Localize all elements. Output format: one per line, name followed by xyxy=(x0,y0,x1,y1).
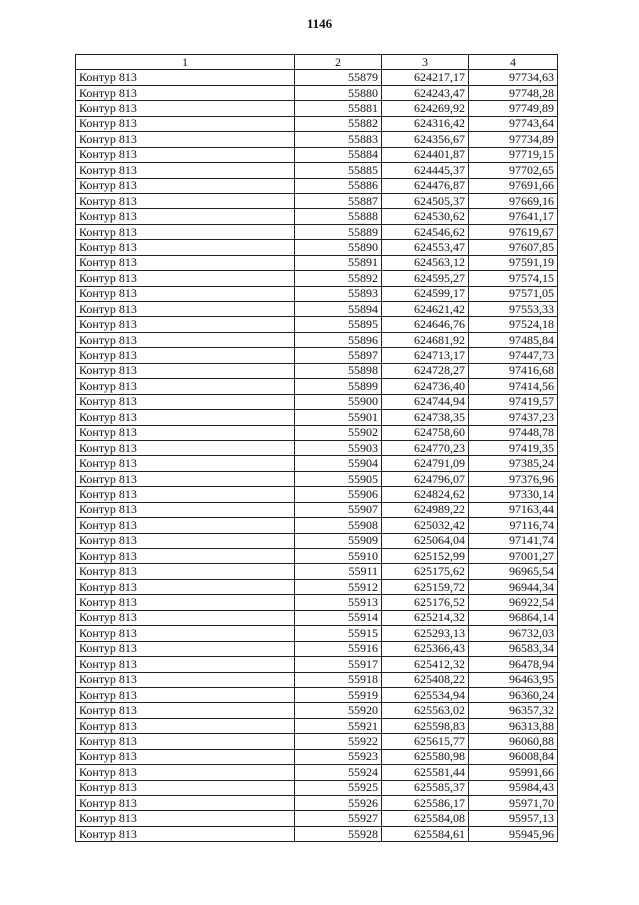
table-row xyxy=(76,471,558,486)
cell-contour: Контур 813 xyxy=(76,487,295,502)
table-row xyxy=(76,163,558,178)
cell-point-number: 55889 xyxy=(295,224,382,239)
cell-x-coordinate: 625032,42 xyxy=(382,518,469,533)
cell-y-coordinate: 97376,96 xyxy=(469,471,558,486)
cell-contour: Контур 813 xyxy=(76,595,295,610)
cell-x-coordinate: 625366,43 xyxy=(382,641,469,656)
table-row xyxy=(76,394,558,409)
cell-point-number: 55896 xyxy=(295,332,382,347)
cell-y-coordinate: 96965,54 xyxy=(469,564,558,579)
cell-contour: Контур 813 xyxy=(76,502,295,517)
cell-x-coordinate: 624530,62 xyxy=(382,209,469,224)
cell-y-coordinate: 97163,44 xyxy=(469,502,558,517)
table-row xyxy=(76,116,558,131)
cell-y-coordinate: 97141,74 xyxy=(469,533,558,548)
table-row xyxy=(76,410,558,425)
cell-y-coordinate: 96922,54 xyxy=(469,595,558,610)
cell-x-coordinate: 624989,22 xyxy=(382,502,469,517)
cell-point-number: 55906 xyxy=(295,487,382,502)
cell-point-number: 55924 xyxy=(295,765,382,780)
cell-y-coordinate: 97437,23 xyxy=(469,410,558,425)
cell-x-coordinate: 624546,62 xyxy=(382,224,469,239)
cell-x-coordinate: 625408,22 xyxy=(382,672,469,687)
cell-point-number: 55921 xyxy=(295,718,382,733)
cell-point-number: 55928 xyxy=(295,826,382,841)
cell-x-coordinate: 625584,08 xyxy=(382,811,469,826)
cell-y-coordinate: 97524,18 xyxy=(469,317,558,332)
cell-point-number: 55886 xyxy=(295,178,382,193)
table-row xyxy=(76,85,558,100)
table-row xyxy=(76,487,558,502)
cell-y-coordinate: 95945,96 xyxy=(469,826,558,841)
cell-contour: Контур 813 xyxy=(76,533,295,548)
cell-contour: Контур 813 xyxy=(76,703,295,718)
cell-x-coordinate: 624243,47 xyxy=(382,85,469,100)
cell-contour: Контур 813 xyxy=(76,796,295,811)
cell-contour: Контур 813 xyxy=(76,718,295,733)
table-row xyxy=(76,796,558,811)
table-row xyxy=(76,687,558,702)
cell-point-number: 55894 xyxy=(295,302,382,317)
cell-y-coordinate: 96864,14 xyxy=(469,610,558,625)
page-number: 1146 xyxy=(306,16,333,31)
cell-x-coordinate: 624445,37 xyxy=(382,163,469,178)
cell-x-coordinate: 624563,12 xyxy=(382,255,469,270)
table-row xyxy=(76,317,558,332)
cell-y-coordinate: 96583,34 xyxy=(469,641,558,656)
table-row xyxy=(76,147,558,162)
cell-y-coordinate: 97719,15 xyxy=(469,147,558,162)
table-row xyxy=(76,224,558,239)
cell-contour: Контур 813 xyxy=(76,348,295,363)
cell-y-coordinate: 96313,88 xyxy=(469,718,558,733)
table-row xyxy=(76,440,558,455)
cell-contour: Контур 813 xyxy=(76,132,295,147)
table-row xyxy=(76,610,558,625)
coordinates-table xyxy=(75,54,558,842)
cell-y-coordinate: 97419,35 xyxy=(469,440,558,455)
cell-x-coordinate: 624770,23 xyxy=(382,440,469,455)
cell-y-coordinate: 97447,73 xyxy=(469,348,558,363)
table-row xyxy=(76,286,558,301)
cell-x-coordinate: 624401,87 xyxy=(382,147,469,162)
cell-point-number: 55907 xyxy=(295,502,382,517)
cell-x-coordinate: 624736,40 xyxy=(382,379,469,394)
cell-y-coordinate: 97702,65 xyxy=(469,163,558,178)
table-row xyxy=(76,193,558,208)
cell-x-coordinate: 625152,99 xyxy=(382,549,469,564)
coordinates-table-body xyxy=(76,55,558,842)
cell-y-coordinate: 95971,70 xyxy=(469,796,558,811)
cell-contour: Контур 813 xyxy=(76,224,295,239)
cell-contour: Контур 813 xyxy=(76,240,295,255)
cell-x-coordinate: 625534,94 xyxy=(382,687,469,702)
table-header-row xyxy=(76,55,558,70)
cell-point-number: 55908 xyxy=(295,518,382,533)
cell-contour: Контур 813 xyxy=(76,379,295,394)
cell-x-coordinate: 625586,17 xyxy=(382,796,469,811)
cell-contour: Контур 813 xyxy=(76,641,295,656)
cell-point-number: 55913 xyxy=(295,595,382,610)
cell-point-number: 55909 xyxy=(295,533,382,548)
cell-y-coordinate: 97691,66 xyxy=(469,178,558,193)
cell-contour: Контур 813 xyxy=(76,579,295,594)
cell-contour: Контур 813 xyxy=(76,271,295,286)
cell-contour: Контур 813 xyxy=(76,101,295,116)
cell-x-coordinate: 624476,87 xyxy=(382,178,469,193)
cell-contour: Контур 813 xyxy=(76,209,295,224)
cell-point-number: 55923 xyxy=(295,749,382,764)
column-header-2: 2 xyxy=(295,55,382,70)
cell-y-coordinate: 96360,24 xyxy=(469,687,558,702)
cell-y-coordinate: 97419,57 xyxy=(469,394,558,409)
cell-x-coordinate: 624595,27 xyxy=(382,271,469,286)
cell-contour: Контур 813 xyxy=(76,147,295,162)
cell-x-coordinate: 624646,76 xyxy=(382,317,469,332)
cell-x-coordinate: 624791,09 xyxy=(382,456,469,471)
table-row xyxy=(76,132,558,147)
cell-contour: Контур 813 xyxy=(76,286,295,301)
cell-point-number: 55901 xyxy=(295,410,382,425)
cell-x-coordinate: 624505,37 xyxy=(382,193,469,208)
cell-y-coordinate: 97641,17 xyxy=(469,209,558,224)
cell-x-coordinate: 625064,04 xyxy=(382,533,469,548)
cell-contour: Контур 813 xyxy=(76,425,295,440)
table-row xyxy=(76,533,558,548)
cell-contour: Контур 813 xyxy=(76,672,295,687)
cell-point-number: 55887 xyxy=(295,193,382,208)
table-row xyxy=(76,502,558,517)
cell-y-coordinate: 95991,66 xyxy=(469,765,558,780)
cell-point-number: 55880 xyxy=(295,85,382,100)
cell-contour: Контур 813 xyxy=(76,626,295,641)
cell-y-coordinate: 96357,32 xyxy=(469,703,558,718)
table-row xyxy=(76,780,558,795)
cell-contour: Контур 813 xyxy=(76,826,295,841)
table-row xyxy=(76,302,558,317)
table-row xyxy=(76,332,558,347)
table-row xyxy=(76,101,558,116)
cell-point-number: 55922 xyxy=(295,734,382,749)
cell-contour: Контур 813 xyxy=(76,657,295,672)
cell-x-coordinate: 625159,72 xyxy=(382,579,469,594)
cell-point-number: 55916 xyxy=(295,641,382,656)
cell-y-coordinate: 97743,64 xyxy=(469,116,558,131)
cell-contour: Контур 813 xyxy=(76,749,295,764)
cell-x-coordinate: 624796,07 xyxy=(382,471,469,486)
cell-x-coordinate: 625598,83 xyxy=(382,718,469,733)
cell-point-number: 55882 xyxy=(295,116,382,131)
cell-contour: Контур 813 xyxy=(76,116,295,131)
cell-x-coordinate: 624356,67 xyxy=(382,132,469,147)
cell-y-coordinate: 96478,94 xyxy=(469,657,558,672)
cell-contour: Контур 813 xyxy=(76,317,295,332)
cell-x-coordinate: 624738,35 xyxy=(382,410,469,425)
table-row xyxy=(76,456,558,471)
cell-point-number: 55904 xyxy=(295,456,382,471)
cell-x-coordinate: 624621,42 xyxy=(382,302,469,317)
table-row xyxy=(76,425,558,440)
cell-y-coordinate: 97749,89 xyxy=(469,101,558,116)
cell-y-coordinate: 97607,85 xyxy=(469,240,558,255)
cell-contour: Контур 813 xyxy=(76,255,295,270)
table-row xyxy=(76,70,558,85)
cell-x-coordinate: 625584,61 xyxy=(382,826,469,841)
cell-point-number: 55893 xyxy=(295,286,382,301)
table-row xyxy=(76,271,558,286)
cell-y-coordinate: 96732,03 xyxy=(469,626,558,641)
cell-x-coordinate: 625293,13 xyxy=(382,626,469,641)
table-row xyxy=(76,579,558,594)
cell-x-coordinate: 625175,62 xyxy=(382,564,469,579)
cell-x-coordinate: 625214,32 xyxy=(382,610,469,625)
cell-x-coordinate: 624599,17 xyxy=(382,286,469,301)
cell-point-number: 55888 xyxy=(295,209,382,224)
table-row xyxy=(76,826,558,841)
cell-y-coordinate: 97553,33 xyxy=(469,302,558,317)
cell-point-number: 55915 xyxy=(295,626,382,641)
cell-y-coordinate: 97485,84 xyxy=(469,332,558,347)
table-row xyxy=(76,641,558,656)
table-row xyxy=(76,672,558,687)
cell-y-coordinate: 97001,27 xyxy=(469,549,558,564)
table-row xyxy=(76,379,558,394)
cell-x-coordinate: 624553,47 xyxy=(382,240,469,255)
table-row xyxy=(76,363,558,378)
cell-point-number: 55895 xyxy=(295,317,382,332)
cell-y-coordinate: 96944,34 xyxy=(469,579,558,594)
cell-point-number: 55926 xyxy=(295,796,382,811)
cell-contour: Контур 813 xyxy=(76,440,295,455)
cell-y-coordinate: 97591,19 xyxy=(469,255,558,270)
cell-y-coordinate: 96463,95 xyxy=(469,672,558,687)
cell-point-number: 55903 xyxy=(295,440,382,455)
cell-point-number: 55884 xyxy=(295,147,382,162)
cell-x-coordinate: 624728,27 xyxy=(382,363,469,378)
cell-y-coordinate: 97619,67 xyxy=(469,224,558,239)
cell-x-coordinate: 624758,60 xyxy=(382,425,469,440)
table-row xyxy=(76,734,558,749)
column-header-3: 3 xyxy=(382,55,469,70)
cell-point-number: 55919 xyxy=(295,687,382,702)
cell-point-number: 55879 xyxy=(295,70,382,85)
cell-point-number: 55927 xyxy=(295,811,382,826)
cell-x-coordinate: 624316,42 xyxy=(382,116,469,131)
cell-x-coordinate: 625580,98 xyxy=(382,749,469,764)
table-row xyxy=(76,626,558,641)
table-row xyxy=(76,178,558,193)
cell-x-coordinate: 625585,37 xyxy=(382,780,469,795)
cell-y-coordinate: 95957,13 xyxy=(469,811,558,826)
cell-point-number: 55917 xyxy=(295,657,382,672)
cell-contour: Контур 813 xyxy=(76,394,295,409)
cell-point-number: 55900 xyxy=(295,394,382,409)
cell-contour: Контур 813 xyxy=(76,518,295,533)
cell-point-number: 55881 xyxy=(295,101,382,116)
cell-y-coordinate: 97116,74 xyxy=(469,518,558,533)
cell-contour: Контур 813 xyxy=(76,471,295,486)
column-header-1: 1 xyxy=(76,55,295,70)
cell-contour: Контур 813 xyxy=(76,564,295,579)
cell-contour: Контур 813 xyxy=(76,302,295,317)
cell-point-number: 55910 xyxy=(295,549,382,564)
cell-point-number: 55925 xyxy=(295,780,382,795)
cell-y-coordinate: 96060,88 xyxy=(469,734,558,749)
table-row xyxy=(76,703,558,718)
cell-point-number: 55918 xyxy=(295,672,382,687)
table-row xyxy=(76,240,558,255)
cell-contour: Контур 813 xyxy=(76,332,295,347)
table-row xyxy=(76,765,558,780)
cell-x-coordinate: 625176,52 xyxy=(382,595,469,610)
cell-x-coordinate: 625581,44 xyxy=(382,765,469,780)
cell-contour: Контур 813 xyxy=(76,363,295,378)
table-row xyxy=(76,749,558,764)
cell-y-coordinate: 97571,05 xyxy=(469,286,558,301)
cell-point-number: 55897 xyxy=(295,348,382,363)
cell-y-coordinate: 97669,16 xyxy=(469,193,558,208)
cell-contour: Контур 813 xyxy=(76,85,295,100)
cell-point-number: 55891 xyxy=(295,255,382,270)
cell-contour: Контур 813 xyxy=(76,734,295,749)
cell-x-coordinate: 624744,94 xyxy=(382,394,469,409)
cell-point-number: 55892 xyxy=(295,271,382,286)
cell-contour: Контур 813 xyxy=(76,549,295,564)
cell-contour: Контур 813 xyxy=(76,456,295,471)
cell-y-coordinate: 97385,24 xyxy=(469,456,558,471)
table-row xyxy=(76,549,558,564)
cell-x-coordinate: 625563,02 xyxy=(382,703,469,718)
cell-y-coordinate: 97448,78 xyxy=(469,425,558,440)
cell-y-coordinate: 97734,63 xyxy=(469,70,558,85)
cell-y-coordinate: 97414,56 xyxy=(469,379,558,394)
cell-point-number: 55885 xyxy=(295,163,382,178)
table-row xyxy=(76,564,558,579)
cell-x-coordinate: 624713,17 xyxy=(382,348,469,363)
cell-point-number: 55920 xyxy=(295,703,382,718)
cell-x-coordinate: 625412,32 xyxy=(382,657,469,672)
cell-contour: Контур 813 xyxy=(76,70,295,85)
cell-x-coordinate: 624681,92 xyxy=(382,332,469,347)
cell-contour: Контур 813 xyxy=(76,687,295,702)
cell-contour: Контур 813 xyxy=(76,163,295,178)
cell-y-coordinate: 97734,89 xyxy=(469,132,558,147)
cell-y-coordinate: 95984,43 xyxy=(469,780,558,795)
table-row xyxy=(76,811,558,826)
table-row xyxy=(76,209,558,224)
cell-contour: Контур 813 xyxy=(76,610,295,625)
cell-x-coordinate: 624217,17 xyxy=(382,70,469,85)
cell-point-number: 55890 xyxy=(295,240,382,255)
cell-y-coordinate: 97574,15 xyxy=(469,271,558,286)
cell-x-coordinate: 624824,62 xyxy=(382,487,469,502)
cell-y-coordinate: 97330,14 xyxy=(469,487,558,502)
cell-point-number: 55914 xyxy=(295,610,382,625)
cell-y-coordinate: 97416,68 xyxy=(469,363,558,378)
cell-point-number: 55898 xyxy=(295,363,382,378)
cell-point-number: 55899 xyxy=(295,379,382,394)
table-row xyxy=(76,657,558,672)
cell-y-coordinate: 96008,84 xyxy=(469,749,558,764)
cell-point-number: 55911 xyxy=(295,564,382,579)
cell-point-number: 55905 xyxy=(295,471,382,486)
cell-contour: Контур 813 xyxy=(76,193,295,208)
cell-contour: Контур 813 xyxy=(76,410,295,425)
cell-point-number: 55902 xyxy=(295,425,382,440)
table-row xyxy=(76,718,558,733)
cell-contour: Контур 813 xyxy=(76,811,295,826)
cell-x-coordinate: 625615,77 xyxy=(382,734,469,749)
cell-y-coordinate: 97748,28 xyxy=(469,85,558,100)
cell-x-coordinate: 624269,92 xyxy=(382,101,469,116)
table-row xyxy=(76,348,558,363)
cell-point-number: 55883 xyxy=(295,132,382,147)
table-row xyxy=(76,255,558,270)
cell-contour: Контур 813 xyxy=(76,178,295,193)
table-row xyxy=(76,518,558,533)
cell-contour: Контур 813 xyxy=(76,780,295,795)
table-row xyxy=(76,595,558,610)
cell-point-number: 55912 xyxy=(295,579,382,594)
column-header-4: 4 xyxy=(469,55,558,70)
cell-contour: Контур 813 xyxy=(76,765,295,780)
